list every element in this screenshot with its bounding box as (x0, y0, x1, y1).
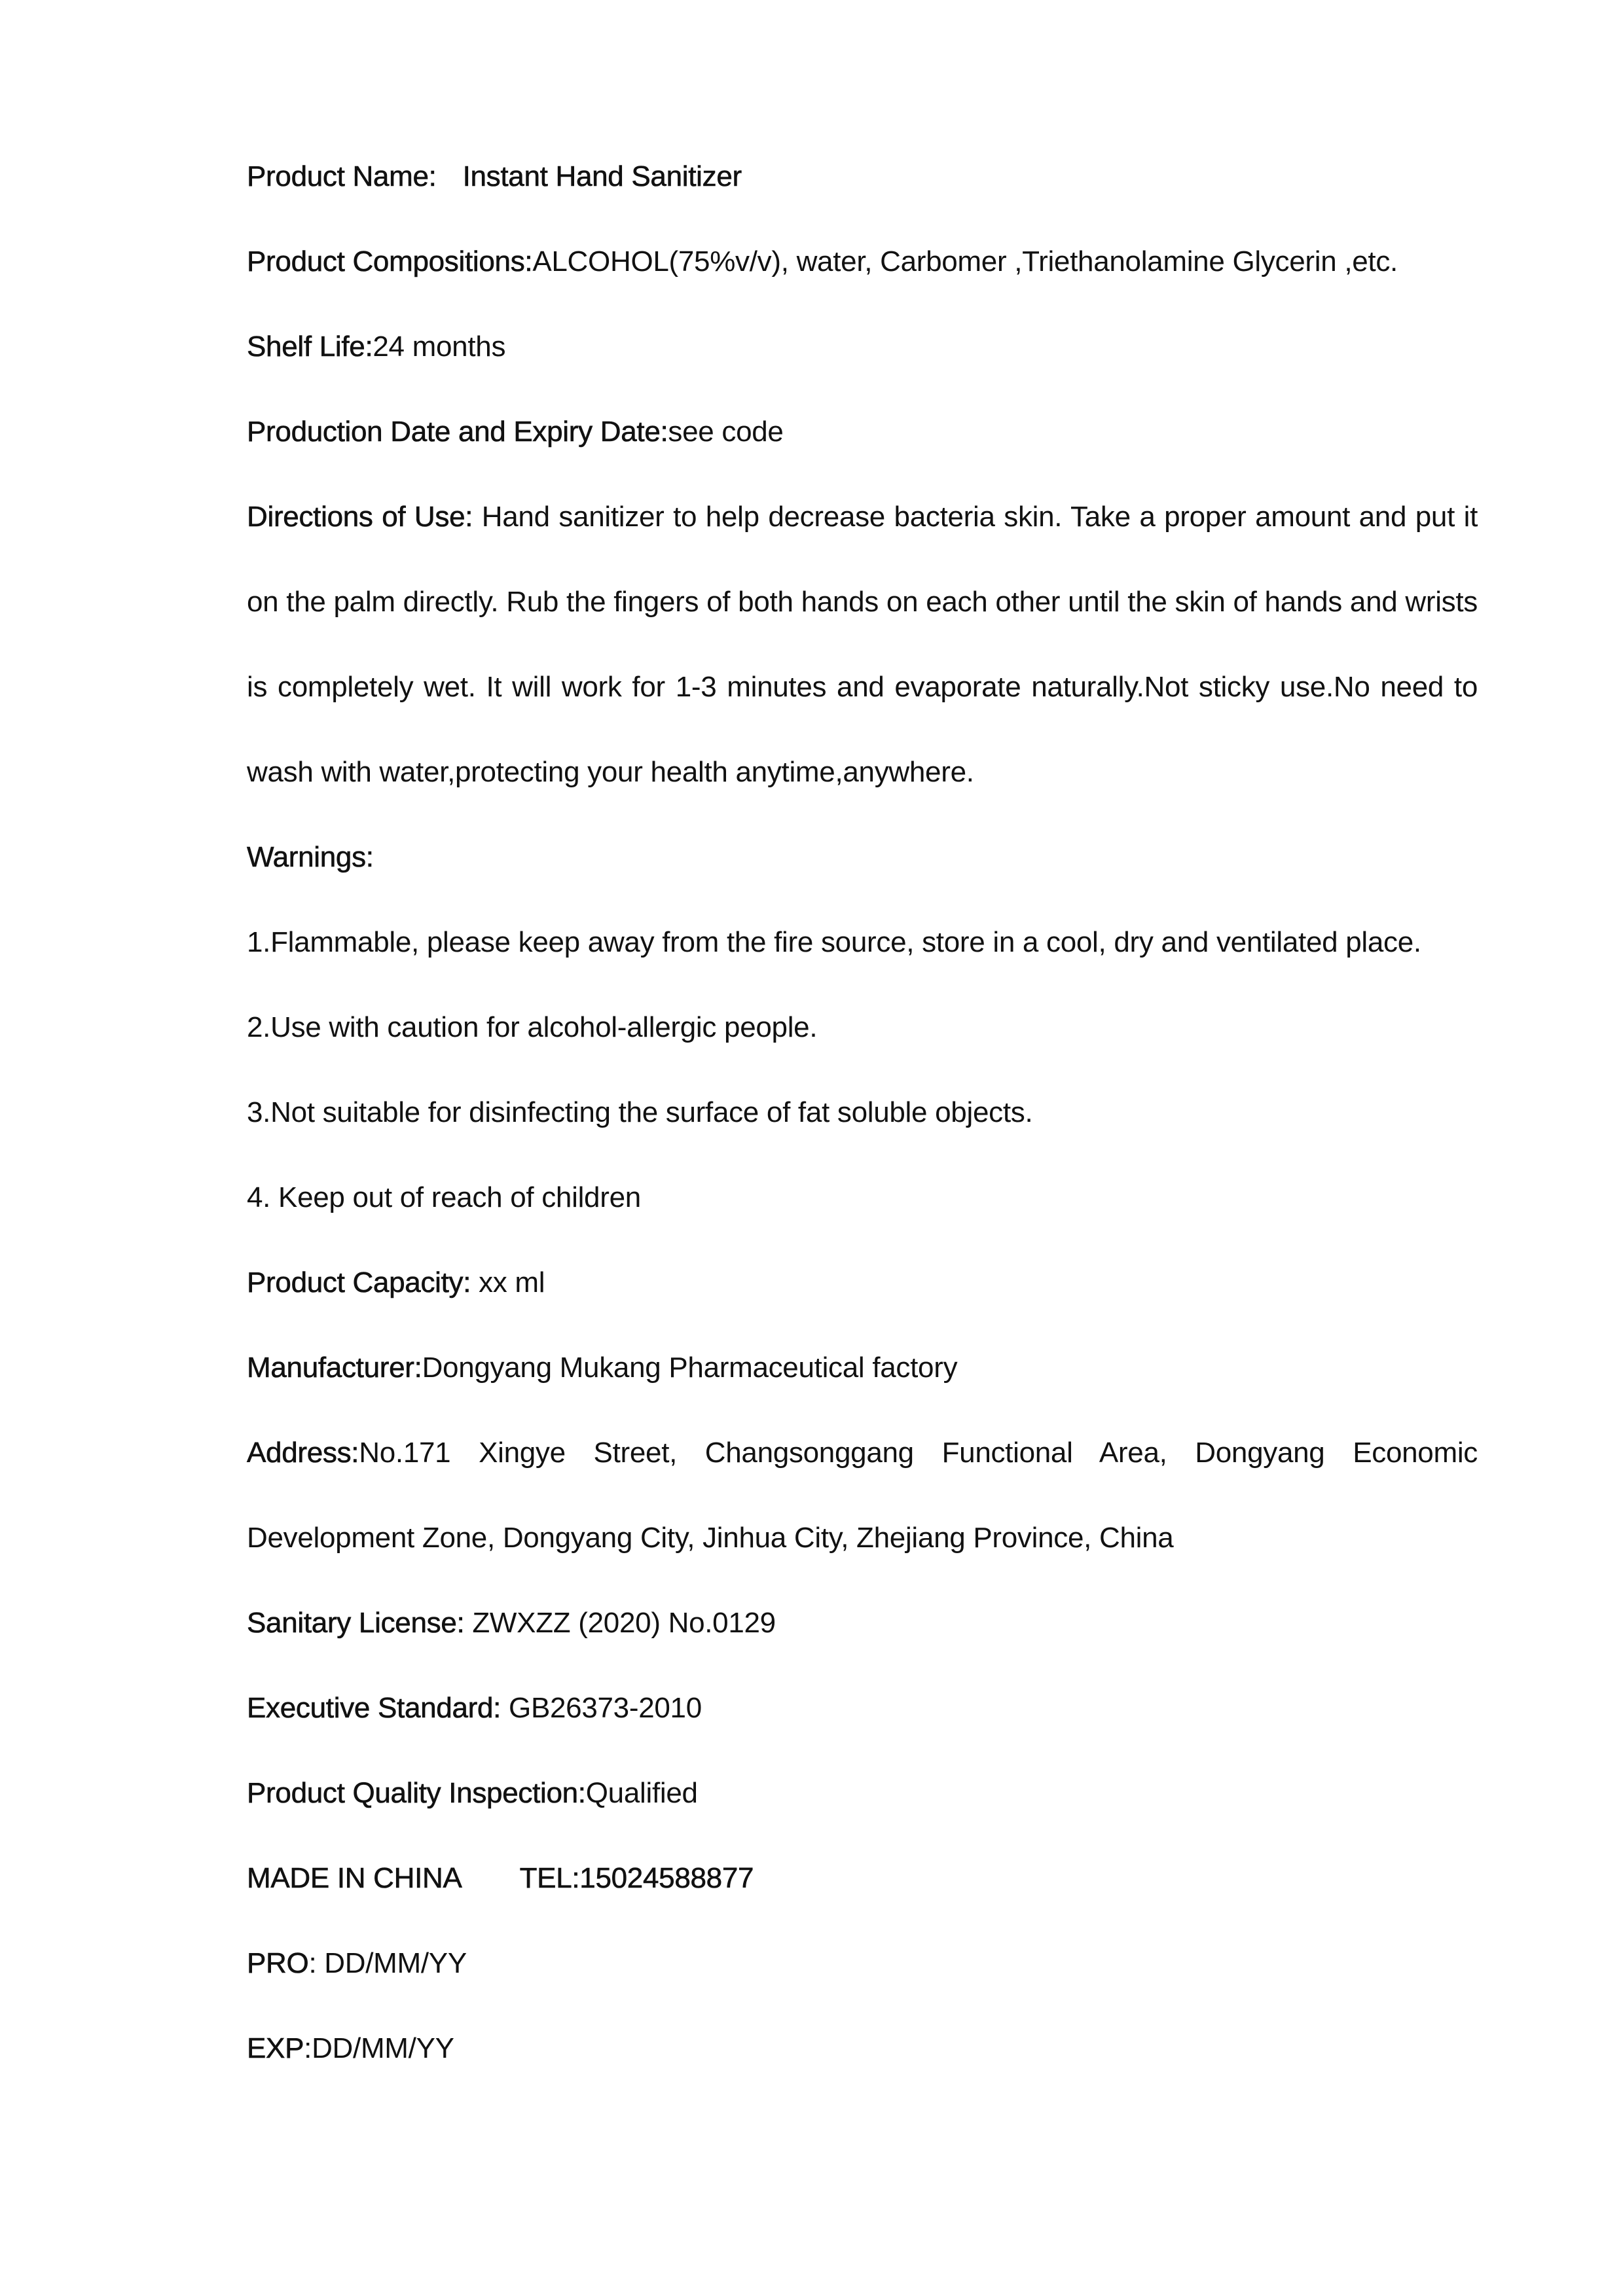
warning-item (247, 1155, 1478, 1240)
manufacturer-value: Dongyang Mukang Pharmaceutical factory (422, 1352, 958, 1384)
warning-item (247, 985, 1478, 1070)
origin-line (247, 1836, 1478, 1921)
shelf-life-line (247, 304, 1478, 389)
capacity-line (247, 1240, 1478, 1325)
sanitary-license-label: Sanitary License: (247, 1607, 465, 1639)
executive-standard-value: GB26373-2010 (501, 1692, 702, 1724)
compositions-line (247, 219, 1478, 304)
directions-text-2: on the palm directly. Rub the fingers of both hands on each other until the skin of hands and wrists (247, 586, 1478, 618)
product-name-label: Product Name: (247, 160, 437, 192)
production-expiry-line (247, 389, 1478, 475)
product-name-line (247, 134, 1478, 219)
production-expiry-label: Production Date and Expiry Date: (247, 416, 668, 448)
address-line-2 (247, 1496, 1478, 1581)
pro-line (247, 1921, 1478, 2006)
sanitary-license-value: ZWXZZ (2020) No.0129 (464, 1607, 776, 1639)
telephone: TEL:15024588877 (519, 1862, 754, 1894)
directions-line-1 (247, 475, 1478, 560)
exp-line (247, 2006, 1478, 2091)
directions-text-1: Hand sanitizer to help decrease bacteria skin. Take a proper amount and put it (473, 501, 1478, 533)
directions-line-2 (247, 560, 1478, 645)
warning-item-3: 3.Not suitable for disinfecting the surface of fat soluble objects. (247, 1096, 1033, 1128)
directions-text-4: wash with water,protecting your health anytime,anywhere. (247, 756, 974, 788)
shelf-life-label: Shelf Life: (247, 331, 373, 363)
label-document (247, 134, 1478, 2091)
directions-line-4 (247, 730, 1478, 815)
quality-inspection-label: Product Quality Inspection: (247, 1777, 586, 1809)
warnings-heading-line (247, 815, 1478, 900)
warning-item-2: 2.Use with caution for alcohol-allergic people. (247, 1011, 818, 1043)
directions-text-3: is completely wet. It will work for 1-3 minutes and evaporate naturally.Not sticky use.No need to (247, 671, 1478, 703)
directions-line-3 (247, 645, 1478, 730)
warning-item (247, 900, 1478, 985)
pro-value: : DD/MM/YY (308, 1947, 467, 1979)
executive-standard-line (247, 1666, 1478, 1751)
sanitary-license-line (247, 1581, 1478, 1666)
compositions-label: Product Compositions: (247, 245, 533, 278)
production-expiry-value: see code (668, 416, 784, 448)
made-in-china: MADE IN CHINA (247, 1862, 462, 1894)
address-line-1 (247, 1410, 1478, 1496)
product-name-value: Instant Hand Sanitizer (462, 160, 742, 192)
manufacturer-label: Manufacturer: (247, 1352, 422, 1384)
warning-item (247, 1070, 1478, 1155)
quality-inspection-value: Qualified (585, 1777, 698, 1809)
exp-label: EXP (247, 2032, 304, 2064)
address-label: Address: (247, 1437, 359, 1469)
warning-item-4: 4. Keep out of reach of children (247, 1181, 641, 1213)
quality-inspection-line (247, 1751, 1478, 1836)
pro-label: PRO (247, 1947, 309, 1979)
shelf-life-value: 24 months (373, 331, 506, 363)
capacity-value: xx ml (471, 1266, 545, 1299)
warnings-label: Warnings: (247, 841, 374, 873)
exp-value: :DD/MM/YY (304, 2032, 454, 2064)
executive-standard-label: Executive Standard: (247, 1692, 501, 1724)
address-text-2: Development Zone, Dongyang City, Jinhua City, Zhejiang Province, China (247, 1522, 1174, 1554)
address-text-1: No.171 Xingye Street, Changsonggang Functional Area, Dongyang Economic (359, 1437, 1478, 1469)
warning-item-1: 1.Flammable, please keep away from the fire source, store in a cool, dry and ventilated place. (247, 926, 1421, 958)
directions-label: Directions of Use: (247, 501, 473, 533)
capacity-label: Product Capacity: (247, 1266, 471, 1299)
manufacturer-line (247, 1325, 1478, 1410)
compositions-value: ALCOHOL(75%v/v), water, Carbomer ,Triethanolamine Glycerin ,etc. (532, 245, 1398, 278)
